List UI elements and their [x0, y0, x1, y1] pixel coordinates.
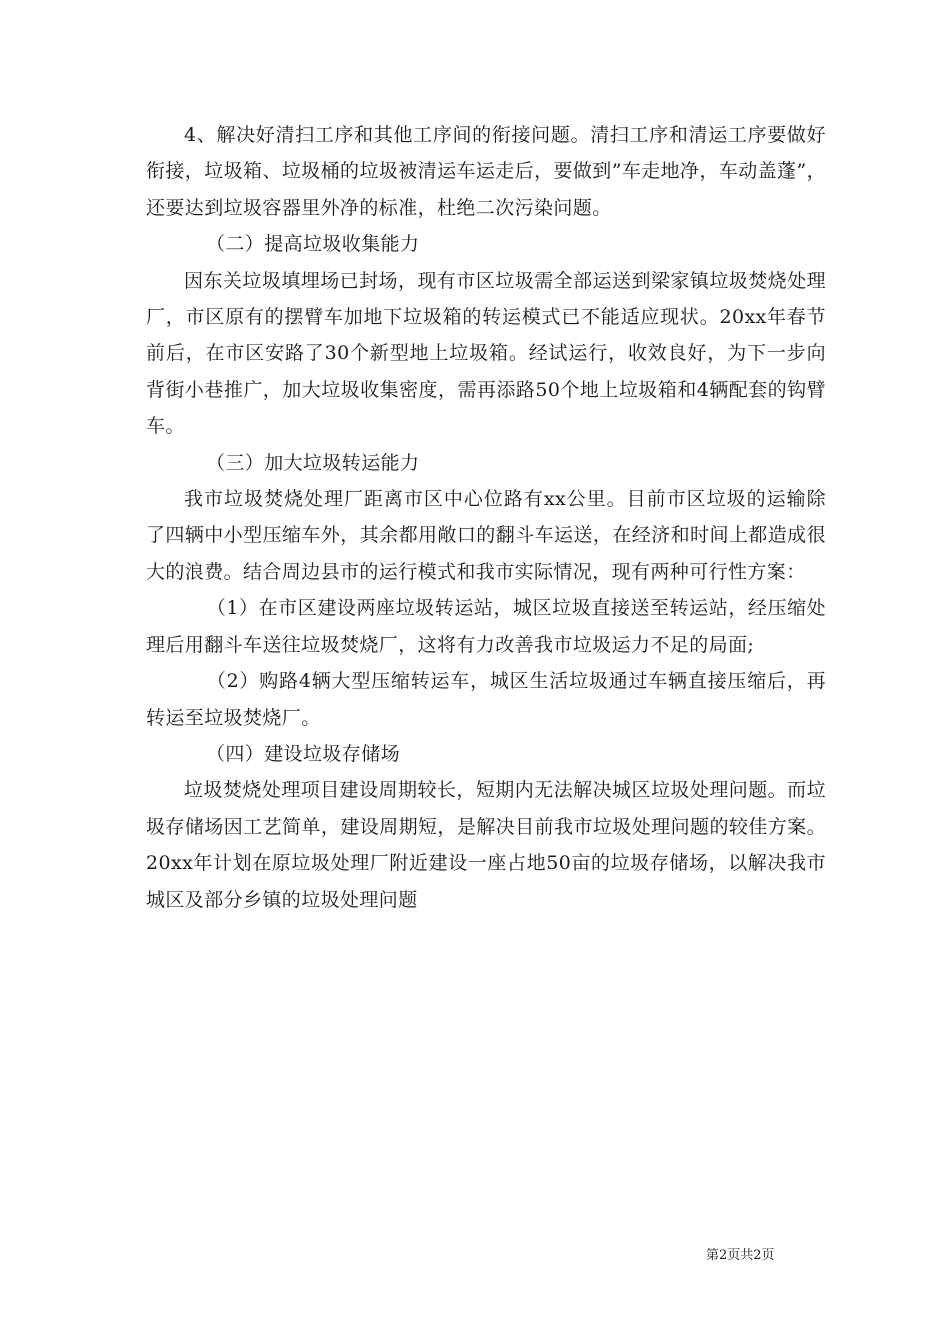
paragraph-cleaning-coordination: 4、解决好清扫工序和其他工序间的衔接问题。清扫工序和清运工序要做好衔接，垃圾箱、垃圾桶的垃圾被清运车运走后，要做到”车走地净，车动盖蓬”，还要达到垃圾容器里外净的标准，杜绝二次污染问题。: [146, 124, 826, 219]
section-heading-collection: （二）提高垃圾收集能力: [206, 233, 420, 256]
paragraph-collection-capacity: 因东关垃圾填埋场已封场，现有市区垃圾需全部运送到梁家镇垃圾焚烧处理厂，市区原有的摆臂车加地下垃圾箱的转运模式已不能适应现状。20xx年春节前后，在市区安路了30个新型地上垃圾箱。经试运行，收效良好，为下一步向背街小巷推广，加大垃圾收集密度，需再添路50个地上垃圾箱和4辆配套的钩臂车。: [146, 269, 826, 438]
plan-item-2: （2）购路4辆大型压缩转运车，城区生活垃圾通过车辆直接压缩后，再转运至垃圾焚烧厂。: [146, 670, 826, 729]
section-heading-storage: （四）建设垃圾存储场: [206, 742, 401, 765]
section-heading-transfer: （三）加大垃圾转运能力: [206, 451, 420, 474]
document-body: [146, 117, 826, 918]
paragraph-storage-site: 垃圾焚烧处理项目建设周期较长，短期内无法解决城区垃圾处理问题。而垃圾存储场因工艺简单，建设周期短，是解决目前我市垃圾处理问题的较佳方案。20xx年计划在原垃圾处理厂附近建设一座占地50亩的垃圾存储场，以解决我市城区及部分乡镇的垃圾处理问题: [146, 779, 826, 911]
plan-item-1: （1）在市区建设两座垃圾转运站，城区垃圾直接送至转运站，经压缩处理后用翻斗车送往垃圾焚烧厂，这将有力改善我市垃圾运力不足的局面;: [146, 597, 826, 656]
page-number-footer: 第2页共2页: [706, 1248, 775, 1263]
paragraph-transfer-capacity: 我市垃圾焚烧处理厂距离市区中心位路有xx公里。目前市区垃圾的运输除了四辆中小型压缩车外，其余都用敞口的翻斗车运送，在经济和时间上都造成很大的浪费。结合周边县市的运行模式和我市实际情况，现有两种可行性方案：: [146, 488, 826, 583]
